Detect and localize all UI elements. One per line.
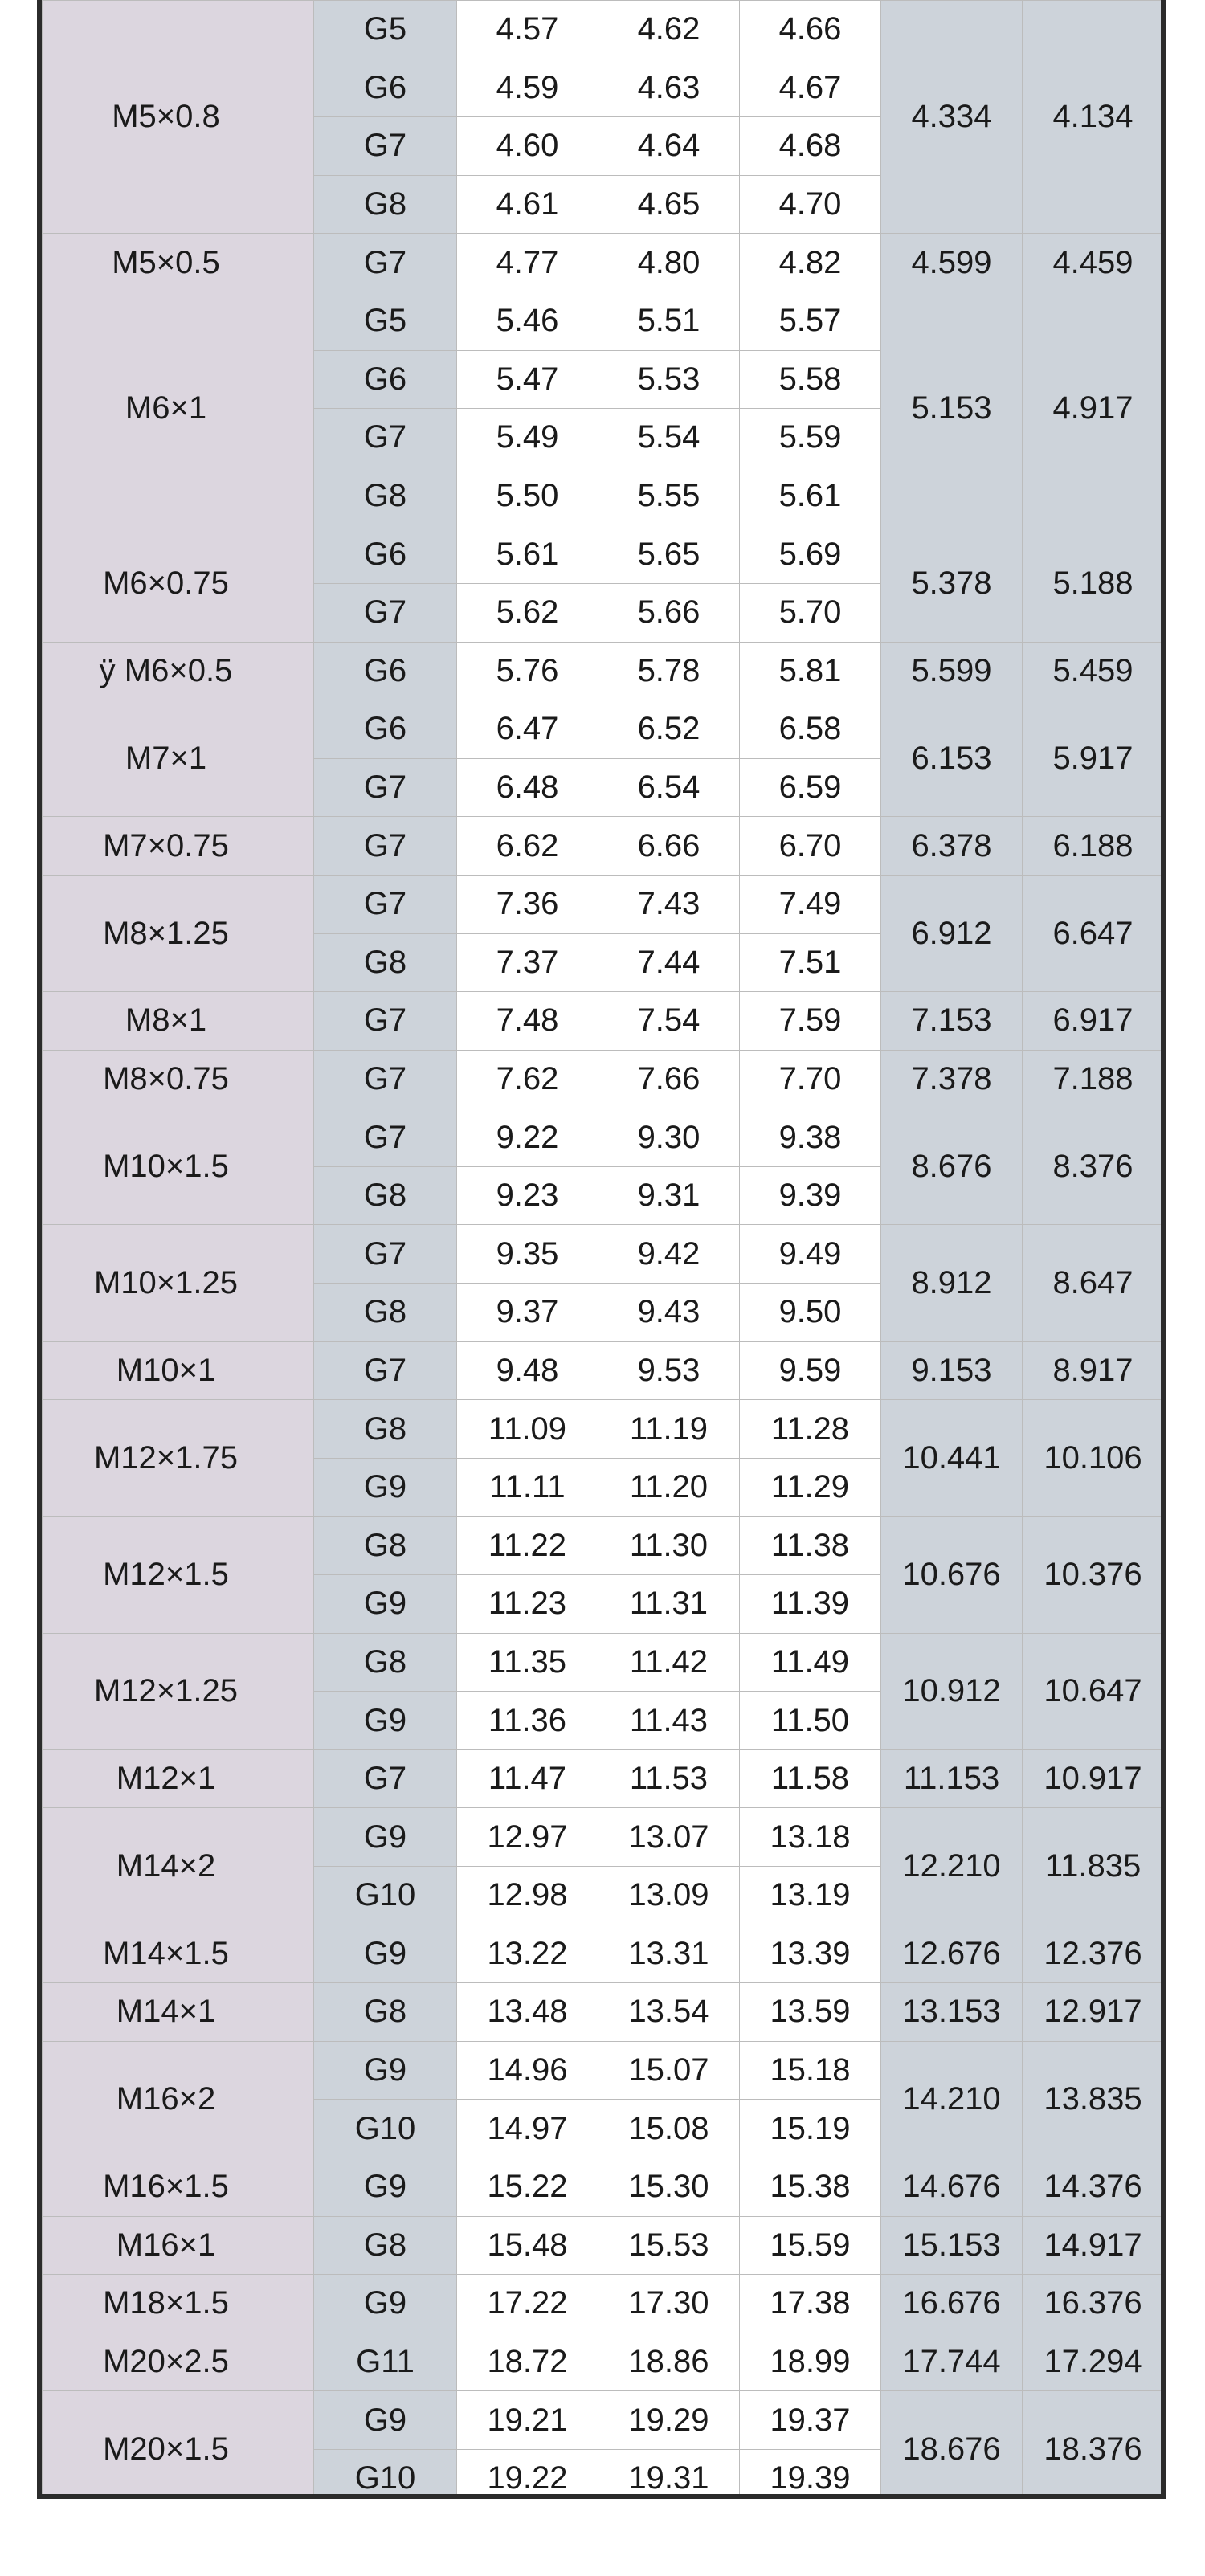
diameter-value-cell: 11.19 <box>598 1400 740 1459</box>
thread-size-cell: M16×1 <box>43 2216 314 2275</box>
thread-size-cell: M12×1.25 <box>43 1633 314 1749</box>
table-row <box>43 1808 1164 1867</box>
diameter-value-cell: 5.46 <box>457 292 598 350</box>
pitch-diameter-cell: 6.153 <box>881 700 1023 817</box>
thread-size-cell: M5×0.5 <box>43 234 314 292</box>
diameter-value-cell: 5.65 <box>598 525 740 584</box>
tolerance-class-cell: G6 <box>314 59 457 117</box>
pitch-diameter-cell: 10.676 <box>881 1517 1023 1633</box>
tolerance-class-cell: G8 <box>314 2216 457 2275</box>
diameter-value-cell: 5.62 <box>457 583 598 642</box>
table-row <box>43 1 1164 59</box>
tolerance-class-cell: G7 <box>314 1108 457 1167</box>
minor-diameter-cell: 6.188 <box>1023 817 1164 876</box>
diameter-value-cell: 4.70 <box>740 175 881 234</box>
diameter-value-cell: 7.70 <box>740 1050 881 1108</box>
pitch-diameter-cell: 4.599 <box>881 234 1023 292</box>
diameter-value-cell: 13.22 <box>457 1925 598 1983</box>
diameter-value-cell: 4.80 <box>598 234 740 292</box>
pitch-diameter-cell: 18.676 <box>881 2391 1023 2499</box>
pitch-diameter-cell: 7.153 <box>881 992 1023 1051</box>
diameter-value-cell: 7.49 <box>740 875 881 933</box>
table-body <box>43 1 1164 2500</box>
thread-size-cell: M6×1 <box>43 292 314 525</box>
diameter-value-cell: 11.29 <box>740 1458 881 1517</box>
tolerance-class-cell: G7 <box>314 1050 457 1108</box>
diameter-value-cell: 5.55 <box>598 467 740 525</box>
diameter-value-cell: 9.23 <box>457 1166 598 1225</box>
thread-size-cell: ÿ M6×0.5 <box>43 642 314 700</box>
minor-diameter-cell: 4.134 <box>1023 1 1164 234</box>
table-row <box>43 1983 1164 2042</box>
thread-gauge-table <box>42 0 1164 2499</box>
table-row <box>43 1925 1164 1983</box>
minor-diameter-cell: 8.917 <box>1023 1341 1164 1400</box>
pitch-diameter-cell: 10.441 <box>881 1400 1023 1517</box>
diameter-value-cell: 13.09 <box>598 1867 740 1925</box>
diameter-value-cell: 9.48 <box>457 1341 598 1400</box>
pitch-diameter-cell: 4.334 <box>881 1 1023 234</box>
diameter-value-cell: 13.54 <box>598 1983 740 2042</box>
table-row <box>43 2041 1164 2100</box>
tolerance-class-cell: G9 <box>314 2158 457 2216</box>
diameter-value-cell: 11.36 <box>457 1692 598 1750</box>
tolerance-class-cell: G6 <box>314 700 457 759</box>
table-row <box>43 1517 1164 1575</box>
thread-size-cell: M20×2.5 <box>43 2333 314 2391</box>
pitch-diameter-cell: 7.378 <box>881 1050 1023 1108</box>
thread-size-cell: M8×1.25 <box>43 875 314 991</box>
thread-size-cell: M8×0.75 <box>43 1050 314 1108</box>
diameter-value-cell: 4.59 <box>457 59 598 117</box>
diameter-value-cell: 11.23 <box>457 1575 598 1634</box>
tolerance-class-cell: G5 <box>314 1 457 59</box>
diameter-value-cell: 9.43 <box>598 1284 740 1342</box>
table-row <box>43 2216 1164 2275</box>
diameter-value-cell: 7.62 <box>457 1050 598 1108</box>
table-row <box>43 1633 1164 1692</box>
tolerance-class-cell: G8 <box>314 1400 457 1459</box>
table-row <box>43 1341 1164 1400</box>
diameter-value-cell: 11.31 <box>598 1575 740 1634</box>
tolerance-class-cell: G7 <box>314 1749 457 1808</box>
diameter-value-cell: 19.22 <box>457 2449 598 2499</box>
diameter-value-cell: 13.19 <box>740 1867 881 1925</box>
diameter-value-cell: 15.19 <box>740 2100 881 2158</box>
tolerance-class-cell: G9 <box>314 1575 457 1634</box>
diameter-value-cell: 12.97 <box>457 1808 598 1867</box>
diameter-value-cell: 7.37 <box>457 933 598 992</box>
table-row <box>43 1050 1164 1108</box>
diameter-value-cell: 7.66 <box>598 1050 740 1108</box>
tolerance-class-cell: G7 <box>314 117 457 176</box>
thread-size-cell: M8×1 <box>43 992 314 1051</box>
diameter-value-cell: 5.61 <box>740 467 881 525</box>
pitch-diameter-cell: 5.153 <box>881 292 1023 525</box>
diameter-value-cell: 19.31 <box>598 2449 740 2499</box>
diameter-value-cell: 6.48 <box>457 758 598 817</box>
diameter-value-cell: 7.54 <box>598 992 740 1051</box>
minor-diameter-cell: 10.647 <box>1023 1633 1164 1749</box>
minor-diameter-cell: 12.376 <box>1023 1925 1164 1983</box>
minor-diameter-cell: 16.376 <box>1023 2275 1164 2333</box>
diameter-value-cell: 5.49 <box>457 409 598 467</box>
diameter-value-cell: 7.36 <box>457 875 598 933</box>
table-row <box>43 2275 1164 2333</box>
diameter-value-cell: 5.70 <box>740 583 881 642</box>
pitch-diameter-cell: 8.676 <box>881 1108 1023 1225</box>
tolerance-class-cell: G5 <box>314 292 457 350</box>
diameter-value-cell: 17.38 <box>740 2275 881 2333</box>
diameter-value-cell: 18.72 <box>457 2333 598 2391</box>
tolerance-class-cell: G11 <box>314 2333 457 2391</box>
diameter-value-cell: 9.42 <box>598 1225 740 1284</box>
table-row <box>43 2158 1164 2216</box>
tolerance-class-cell: G6 <box>314 525 457 584</box>
minor-diameter-cell: 11.835 <box>1023 1808 1164 1925</box>
minor-diameter-cell: 6.917 <box>1023 992 1164 1051</box>
diameter-value-cell: 13.18 <box>740 1808 881 1867</box>
diameter-value-cell: 5.69 <box>740 525 881 584</box>
diameter-value-cell: 6.52 <box>598 700 740 759</box>
diameter-value-cell: 4.66 <box>740 1 881 59</box>
pitch-diameter-cell: 16.676 <box>881 2275 1023 2333</box>
diameter-value-cell: 5.53 <box>598 350 740 409</box>
thread-size-cell: M5×0.8 <box>43 1 314 234</box>
table-row <box>43 2391 1164 2450</box>
minor-diameter-cell: 14.917 <box>1023 2216 1164 2275</box>
diameter-value-cell: 9.22 <box>457 1108 598 1167</box>
tolerance-class-cell: G7 <box>314 875 457 933</box>
diameter-value-cell: 11.50 <box>740 1692 881 1750</box>
table-row <box>43 1400 1164 1459</box>
diameter-value-cell: 19.21 <box>457 2391 598 2450</box>
tolerance-class-cell: G10 <box>314 2100 457 2158</box>
minor-diameter-cell: 10.376 <box>1023 1517 1164 1633</box>
diameter-value-cell: 19.39 <box>740 2449 881 2499</box>
diameter-value-cell: 13.48 <box>457 1983 598 2042</box>
tolerance-class-cell: G7 <box>314 1341 457 1400</box>
pitch-diameter-cell: 17.744 <box>881 2333 1023 2391</box>
pitch-diameter-cell: 6.378 <box>881 817 1023 876</box>
diameter-value-cell: 7.44 <box>598 933 740 992</box>
diameter-value-cell: 9.53 <box>598 1341 740 1400</box>
tolerance-class-cell: G6 <box>314 642 457 700</box>
pitch-diameter-cell: 14.210 <box>881 2041 1023 2158</box>
minor-diameter-cell: 8.376 <box>1023 1108 1164 1225</box>
diameter-value-cell: 6.58 <box>740 700 881 759</box>
table-row <box>43 875 1164 933</box>
minor-diameter-cell: 6.647 <box>1023 875 1164 991</box>
diameter-value-cell: 5.81 <box>740 642 881 700</box>
pitch-diameter-cell: 8.912 <box>881 1225 1023 1341</box>
diameter-value-cell: 11.38 <box>740 1517 881 1575</box>
diameter-value-cell: 6.66 <box>598 817 740 876</box>
diameter-value-cell: 15.38 <box>740 2158 881 2216</box>
diameter-value-cell: 6.54 <box>598 758 740 817</box>
diameter-value-cell: 4.68 <box>740 117 881 176</box>
diameter-value-cell: 13.07 <box>598 1808 740 1867</box>
table-row <box>43 1225 1164 1284</box>
diameter-value-cell: 14.96 <box>457 2041 598 2100</box>
minor-diameter-cell: 8.647 <box>1023 1225 1164 1341</box>
diameter-value-cell: 7.51 <box>740 933 881 992</box>
diameter-value-cell: 4.63 <box>598 59 740 117</box>
tolerance-class-cell: G9 <box>314 1808 457 1867</box>
pitch-diameter-cell: 11.153 <box>881 1749 1023 1808</box>
table-row <box>43 1108 1164 1167</box>
diameter-value-cell: 14.97 <box>457 2100 598 2158</box>
diameter-value-cell: 4.77 <box>457 234 598 292</box>
tolerance-class-cell: G7 <box>314 992 457 1051</box>
thread-size-cell: M12×1 <box>43 1749 314 1808</box>
diameter-value-cell: 13.39 <box>740 1925 881 1983</box>
tolerance-class-cell: G10 <box>314 2449 457 2499</box>
diameter-value-cell: 5.66 <box>598 583 740 642</box>
diameter-value-cell: 15.48 <box>457 2216 598 2275</box>
diameter-value-cell: 9.59 <box>740 1341 881 1400</box>
pitch-diameter-cell: 5.378 <box>881 525 1023 642</box>
table-row <box>43 2333 1164 2391</box>
diameter-value-cell: 11.47 <box>457 1749 598 1808</box>
thread-size-cell: M18×1.5 <box>43 2275 314 2333</box>
tolerance-class-cell: G8 <box>314 1284 457 1342</box>
minor-diameter-cell: 10.106 <box>1023 1400 1164 1517</box>
minor-diameter-cell: 4.917 <box>1023 292 1164 525</box>
table-row <box>43 642 1164 700</box>
tolerance-class-cell: G8 <box>314 175 457 234</box>
diameter-value-cell: 15.08 <box>598 2100 740 2158</box>
tolerance-class-cell: G8 <box>314 1166 457 1225</box>
table-row <box>43 525 1164 584</box>
thread-size-cell: M7×1 <box>43 700 314 817</box>
diameter-value-cell: 11.39 <box>740 1575 881 1634</box>
diameter-value-cell: 9.30 <box>598 1108 740 1167</box>
diameter-value-cell: 6.47 <box>457 700 598 759</box>
diameter-value-cell: 19.29 <box>598 2391 740 2450</box>
diameter-value-cell: 5.59 <box>740 409 881 467</box>
diameter-value-cell: 5.47 <box>457 350 598 409</box>
diameter-value-cell: 11.28 <box>740 1400 881 1459</box>
tolerance-class-cell: G7 <box>314 1225 457 1284</box>
diameter-value-cell: 11.22 <box>457 1517 598 1575</box>
pitch-diameter-cell: 15.153 <box>881 2216 1023 2275</box>
diameter-value-cell: 13.31 <box>598 1925 740 1983</box>
diameter-value-cell: 4.64 <box>598 117 740 176</box>
thread-size-cell: M14×1 <box>43 1983 314 2042</box>
tolerance-class-cell: G9 <box>314 2391 457 2450</box>
tolerance-class-cell: G10 <box>314 1867 457 1925</box>
thread-size-cell: M16×2 <box>43 2041 314 2158</box>
pitch-diameter-cell: 10.912 <box>881 1633 1023 1749</box>
diameter-value-cell: 5.54 <box>598 409 740 467</box>
diameter-value-cell: 11.30 <box>598 1517 740 1575</box>
thread-size-cell: M20×1.5 <box>43 2391 314 2499</box>
diameter-value-cell: 5.61 <box>457 525 598 584</box>
minor-diameter-cell: 17.294 <box>1023 2333 1164 2391</box>
minor-diameter-cell: 12.917 <box>1023 1983 1164 2042</box>
diameter-value-cell: 9.38 <box>740 1108 881 1167</box>
tolerance-class-cell: G7 <box>314 583 457 642</box>
thread-size-cell: M16×1.5 <box>43 2158 314 2216</box>
thread-size-cell: M6×0.75 <box>43 525 314 642</box>
tolerance-class-cell: G9 <box>314 2275 457 2333</box>
tolerance-class-cell: G8 <box>314 1633 457 1692</box>
thread-size-cell: M10×1.5 <box>43 1108 314 1225</box>
diameter-value-cell: 9.49 <box>740 1225 881 1284</box>
diameter-value-cell: 9.35 <box>457 1225 598 1284</box>
diameter-value-cell: 15.30 <box>598 2158 740 2216</box>
tolerance-class-cell: G8 <box>314 1517 457 1575</box>
diameter-value-cell: 4.61 <box>457 175 598 234</box>
thread-size-cell: M12×1.75 <box>43 1400 314 1517</box>
diameter-value-cell: 11.11 <box>457 1458 598 1517</box>
diameter-value-cell: 11.53 <box>598 1749 740 1808</box>
diameter-value-cell: 11.35 <box>457 1633 598 1692</box>
thread-size-cell: M10×1 <box>43 1341 314 1400</box>
diameter-value-cell: 11.09 <box>457 1400 598 1459</box>
diameter-value-cell: 5.51 <box>598 292 740 350</box>
diameter-value-cell: 18.86 <box>598 2333 740 2391</box>
thread-gauge-table-frame <box>37 0 1166 2499</box>
diameter-value-cell: 6.62 <box>457 817 598 876</box>
diameter-value-cell: 4.82 <box>740 234 881 292</box>
diameter-value-cell: 11.20 <box>598 1458 740 1517</box>
diameter-value-cell: 11.49 <box>740 1633 881 1692</box>
diameter-value-cell: 9.50 <box>740 1284 881 1342</box>
tolerance-class-cell: G9 <box>314 1925 457 1983</box>
diameter-value-cell: 5.58 <box>740 350 881 409</box>
thread-size-cell: M10×1.25 <box>43 1225 314 1341</box>
table-row <box>43 234 1164 292</box>
table-row <box>43 1749 1164 1808</box>
diameter-value-cell: 15.22 <box>457 2158 598 2216</box>
tolerance-class-cell: G7 <box>314 758 457 817</box>
tolerance-class-cell: G9 <box>314 1458 457 1517</box>
table-row <box>43 992 1164 1051</box>
diameter-value-cell: 4.57 <box>457 1 598 59</box>
minor-diameter-cell: 5.188 <box>1023 525 1164 642</box>
thread-size-cell: M12×1.5 <box>43 1517 314 1633</box>
diameter-value-cell: 4.60 <box>457 117 598 176</box>
diameter-value-cell: 9.37 <box>457 1284 598 1342</box>
diameter-value-cell: 9.39 <box>740 1166 881 1225</box>
diameter-value-cell: 4.62 <box>598 1 740 59</box>
diameter-value-cell: 7.48 <box>457 992 598 1051</box>
diameter-value-cell: 5.57 <box>740 292 881 350</box>
diameter-value-cell: 5.76 <box>457 642 598 700</box>
diameter-value-cell: 17.22 <box>457 2275 598 2333</box>
pitch-diameter-cell: 12.210 <box>881 1808 1023 1925</box>
table-row <box>43 700 1164 759</box>
tolerance-class-cell: G8 <box>314 467 457 525</box>
tolerance-class-cell: G7 <box>314 234 457 292</box>
diameter-value-cell: 12.98 <box>457 1867 598 1925</box>
table-row <box>43 292 1164 350</box>
diameter-value-cell: 5.78 <box>598 642 740 700</box>
diameter-value-cell: 7.43 <box>598 875 740 933</box>
diameter-value-cell: 6.70 <box>740 817 881 876</box>
diameter-value-cell: 15.53 <box>598 2216 740 2275</box>
diameter-value-cell: 18.99 <box>740 2333 881 2391</box>
tolerance-class-cell: G9 <box>314 2041 457 2100</box>
minor-diameter-cell: 5.917 <box>1023 700 1164 817</box>
pitch-diameter-cell: 9.153 <box>881 1341 1023 1400</box>
thread-size-cell: M14×1.5 <box>43 1925 314 1983</box>
thread-size-cell: M14×2 <box>43 1808 314 1925</box>
tolerance-class-cell: G8 <box>314 933 457 992</box>
diameter-value-cell: 15.59 <box>740 2216 881 2275</box>
pitch-diameter-cell: 5.599 <box>881 642 1023 700</box>
tolerance-class-cell: G7 <box>314 817 457 876</box>
diameter-value-cell: 15.18 <box>740 2041 881 2100</box>
diameter-value-cell: 17.30 <box>598 2275 740 2333</box>
diameter-value-cell: 9.31 <box>598 1166 740 1225</box>
tolerance-class-cell: G6 <box>314 350 457 409</box>
minor-diameter-cell: 18.376 <box>1023 2391 1164 2499</box>
pitch-diameter-cell: 14.676 <box>881 2158 1023 2216</box>
minor-diameter-cell: 14.376 <box>1023 2158 1164 2216</box>
diameter-value-cell: 4.65 <box>598 175 740 234</box>
diameter-value-cell: 19.37 <box>740 2391 881 2450</box>
diameter-value-cell: 6.59 <box>740 758 881 817</box>
pitch-diameter-cell: 6.912 <box>881 875 1023 991</box>
tolerance-class-cell: G7 <box>314 409 457 467</box>
minor-diameter-cell: 13.835 <box>1023 2041 1164 2158</box>
tolerance-class-cell: G9 <box>314 1692 457 1750</box>
pitch-diameter-cell: 12.676 <box>881 1925 1023 1983</box>
diameter-value-cell: 11.58 <box>740 1749 881 1808</box>
diameter-value-cell: 11.43 <box>598 1692 740 1750</box>
minor-diameter-cell: 5.459 <box>1023 642 1164 700</box>
thread-size-cell: M7×0.75 <box>43 817 314 876</box>
diameter-value-cell: 7.59 <box>740 992 881 1051</box>
table-row <box>43 817 1164 876</box>
minor-diameter-cell: 10.917 <box>1023 1749 1164 1808</box>
diameter-value-cell: 13.59 <box>740 1983 881 2042</box>
minor-diameter-cell: 4.459 <box>1023 234 1164 292</box>
diameter-value-cell: 4.67 <box>740 59 881 117</box>
diameter-value-cell: 5.50 <box>457 467 598 525</box>
diameter-value-cell: 11.42 <box>598 1633 740 1692</box>
tolerance-class-cell: G8 <box>314 1983 457 2042</box>
diameter-value-cell: 15.07 <box>598 2041 740 2100</box>
minor-diameter-cell: 7.188 <box>1023 1050 1164 1108</box>
pitch-diameter-cell: 13.153 <box>881 1983 1023 2042</box>
